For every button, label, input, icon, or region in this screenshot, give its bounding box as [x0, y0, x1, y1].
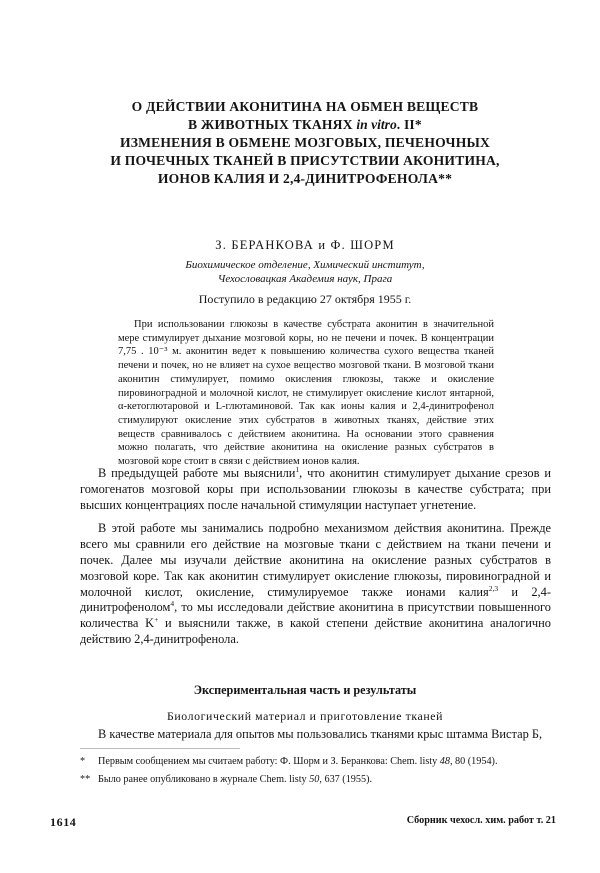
footnote-2-mark: ** [80, 773, 91, 785]
title-line-2: В ЖИВОТНЫХ ТКАНЯХ in vitro. II* [188, 117, 422, 132]
footnote-1-mark: * [80, 756, 86, 767]
page-number: 1614 [50, 815, 77, 829]
subtitle-line-1: ИЗМЕНЕНИЯ В ОБМЕНЕ МОЗГОВЫХ, ПЕЧЕНОЧНЫХ [119, 135, 491, 150]
footnote-2: ** Было ранее опубликовано в журнале Chem. listy 50, 637 (1955). [80, 773, 373, 785]
authors: З. БЕРАНКОВА и Ф. ШОРМ [215, 238, 395, 252]
footnote-divider [80, 748, 240, 749]
abstract [118, 318, 494, 469]
section-heading: Экспериментальная часть и результаты [193, 683, 417, 697]
title-line-1: О ДЕЙСТВИИ АКОНИТИНА НА ОБМЕН ВЕЩЕСТВ [131, 99, 479, 114]
received-date: Поступило в редакцию 27 октября 1955 г. [198, 292, 412, 306]
subtitle-line-2: И ПОЧЕЧНЫХ ТКАНЕЙ В ПРИСУТСТВИИ АКОНИТИНА, [110, 153, 500, 168]
footnotes [80, 755, 551, 786]
affiliation-line-2: Чехословацкая Академия наук, Прага [217, 273, 393, 285]
body-paragraph-2: В этой работе мы занимались подробно механизмом действия аконитина. Прежде всего мы сравнили его действие на мозговые ткани с действием на ткани печени и почек. Далее мы изучали действие аконитина на окисление разных субстратов в мозговой коре. Так как аконитин стимулирует окисление глюкозы, пировиноградной и молочной кислот, окисление, стимулируемое также ионами калия$^{2,3}$ и 2,4-динитрофенолом$^4$, то мы исследовали действие аконитина в присутствии повышенного количества K+ и выяснили также, в какой степени действие аконитина аналогично действию 2,4-динитрофенола. [80, 521, 551, 646]
running-footer: Сборник чехосл. хим. работ т. 21 [406, 815, 556, 826]
article-body [80, 466, 551, 652]
subtitle-line-3: ИОНОВ КАЛИЯ И 2,4-ДИНИТРОФЕНОЛА** [157, 171, 453, 186]
affiliation [60, 258, 550, 286]
abstract-text: При использовании глюкозы в качестве субстрата аконитин в значительной мере стимулирует дыхание мозговой коры, но не печени и почек. В концентрации 7,75 . 10⁻³ м. аконитин ведет к повышению количества сухого вещества тканей печени и почек, но не влияет на сухое вещество мозговой ткани. В мозговой ткани аконитин стимулирует, помимо окисления глюкозы, также и окисление пировиноградной и молочной кислот, не стимулирует окисление кислот янтарной, α-кетоглютаровой и L-глютаминовой. Так как ионы калия и 2,4-динитрофенол стимулируют окисление этих субстратов в животных тканях, действие этих веществ сравнивалось с действием аконитина. На основании этого сравнения можно полагать, что действие аконитина на окисление разных субстратов в мозговой коре стоит в связи с действием ионов калия. [118, 319, 494, 468]
subsection-heading: Биологический материал и приготовление тканей [167, 709, 443, 723]
body-paragraph-1: В предыдущей работе мы выяснили$^1$, что аконитин стимулирует дыхание срезов и гомогенатов мозговой коры при использовании глюкозы в качестве субстрата; при высших концентрациях после начальной стимуляции наступает угнетение. [80, 464, 551, 512]
article-title [60, 98, 550, 188]
body-paragraph-3: В качестве материала для опытов мы пользовались тканями крыс штамма Вистар Б, [98, 727, 543, 741]
affiliation-line-1: Биохимическое отделение, Химический институт, [185, 259, 425, 271]
footnote-1: * Первым сообщением мы считаем работу: Ф. Шорм и З. Беранкова: Chem. listy 48, 80 (1954). [80, 756, 498, 767]
